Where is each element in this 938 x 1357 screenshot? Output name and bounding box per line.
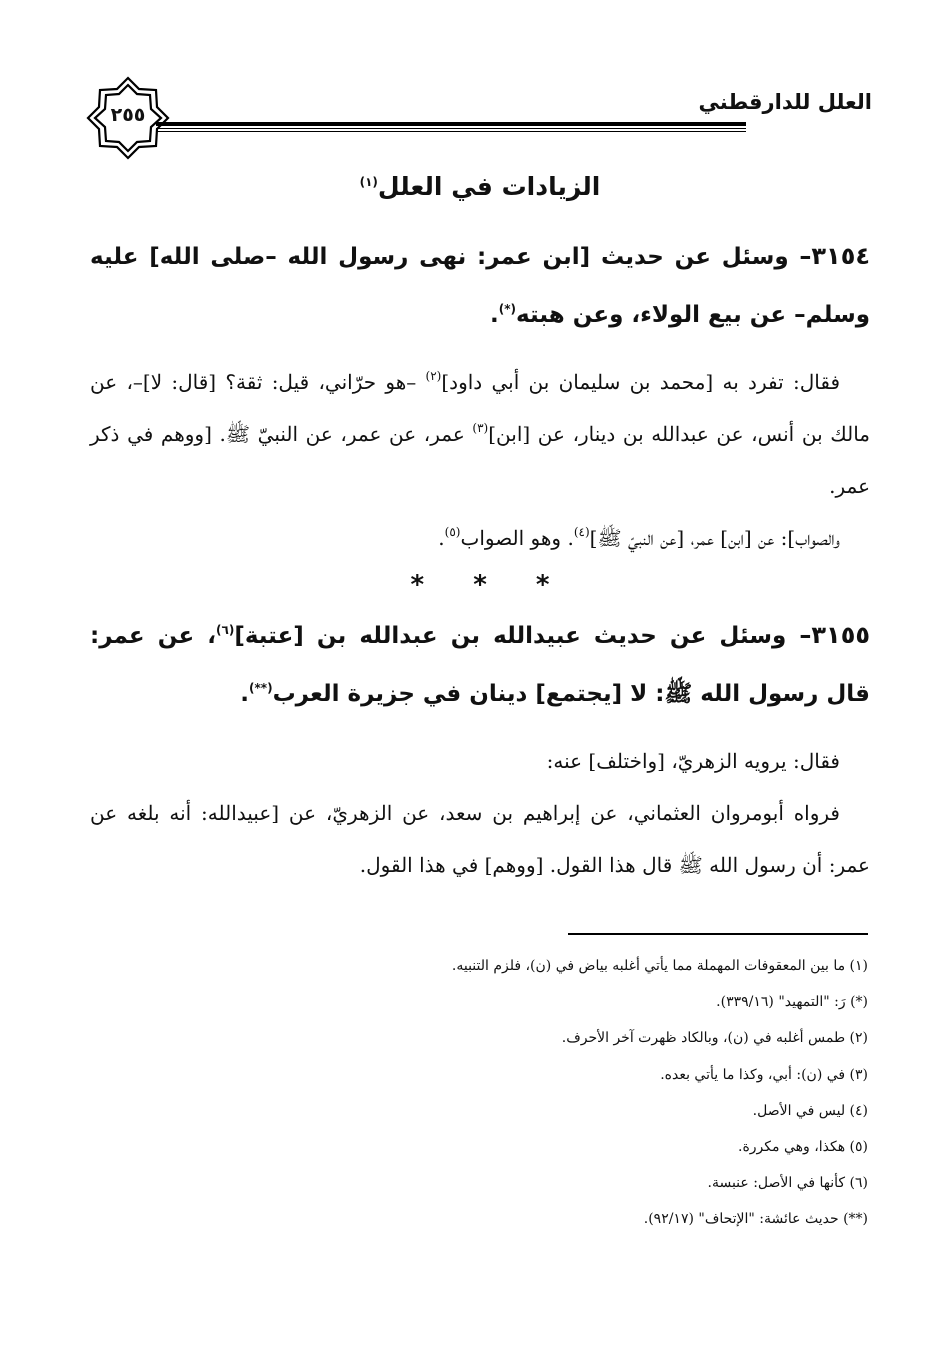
running-header [84, 72, 874, 162]
footnote-ref: (*) [498, 302, 517, 316]
footnote: (٣) في (ن): أبي، وكذا ما يأتي بعده. [660, 1066, 868, 1083]
footnote: (٦) كأنها في الأصل: عنبسة. [707, 1175, 868, 1192]
main-text [90, 172, 870, 891]
entry-3154-paragraph-2: والصواب]: عن [ابن] عمر، [عن النبيّ ﷺ]$^{(٤)}$. وهو الصواب$^{(٥)}$. [438, 525, 840, 550]
footnote-ref: (**) [249, 681, 273, 695]
header-rule [156, 122, 746, 132]
footnote: (٤) ليس في الأصل. [752, 1102, 868, 1119]
footnote: (*) رَ: "التمهيد" (٣٣٩/١٦). [716, 994, 868, 1011]
entry-number: ٣١٥٥– [799, 621, 870, 649]
footnote: (**) حديث عائشة: "الإتحاف" (٩٢/١٧). [643, 1211, 868, 1228]
footnote: (١) ما بين المعقوفات المهملة مما يأتي أغلبه بياض في (ن)، فلزم التنبيه. [451, 958, 868, 974]
footnote-ref: (١) [359, 175, 378, 189]
entry-3155-heading: ٣١٥٥– وسئل عن حديث عبيدالله بن عبدالله بن [عتبة]$^{(٦)}$، عن عمر: قال رسول الله ﷺ: لا [يجتمع] دينان في جزيرة العرب(**). [90, 621, 870, 707]
section-separator: * * * [410, 570, 550, 600]
section-title: الزيادات في العلل$^{(١)}$ [359, 172, 601, 201]
entry-number: ٣١٥٤– [799, 242, 870, 270]
page-number-badge [84, 74, 172, 162]
footnote: (٢) طمس أغلبه في (ن)، وبالكاد ظهرت آخر الأحرف. [561, 1030, 868, 1047]
footnotes [168, 948, 868, 1238]
footnote-ref: (٥) [444, 525, 461, 539]
footnote-ref: (٢) [425, 369, 442, 383]
footnote-ref: (٣) [472, 421, 489, 435]
entry-3155-paragraph-2: فرواه أبومروان العثماني، عن إبراهيم بن سعد، عن الزهريّ، عن [عبيدالله: أنه بلغه عن عمر: أن رسول الله ﷺ قال هذا القول. [ووهم] في هذا القول. [90, 801, 870, 877]
entry-3154-paragraph-1: فقال: تفرد به [محمد بن سليمان بن أبي داود]$^{(٢)}$ –هو حرّاني، قيل: ثقة؟ [قال: لا]–، عن مالك بن أنس، عن عبدالله بن دينار، عن [ابن]$^{(٣)}$ عمر، عن عمر، عن النبيّ ﷺ. [ووهم في ذكر عمر. [90, 369, 871, 498]
page-number: ٢٥٥ [110, 104, 146, 126]
footnote-ref: (٤) [573, 525, 590, 539]
footnote-separator [568, 933, 868, 935]
book-title: العلل للدارقطني [698, 90, 872, 114]
entry-3155-paragraph-1: فقال: يرويه الزهريّ، [واختلف] عنه: [546, 749, 840, 773]
entry-3154-heading: ٣١٥٤– وسئل عن حديث [ابن عمر: نهى رسول الله –صلى الله] عليه وسلم– عن بيع الولاء، وعن هبته(*). [90, 242, 870, 328]
footnote-ref: (٦) [216, 623, 235, 637]
footnote: (٥) هكذا، وهي مكررة. [738, 1139, 868, 1156]
